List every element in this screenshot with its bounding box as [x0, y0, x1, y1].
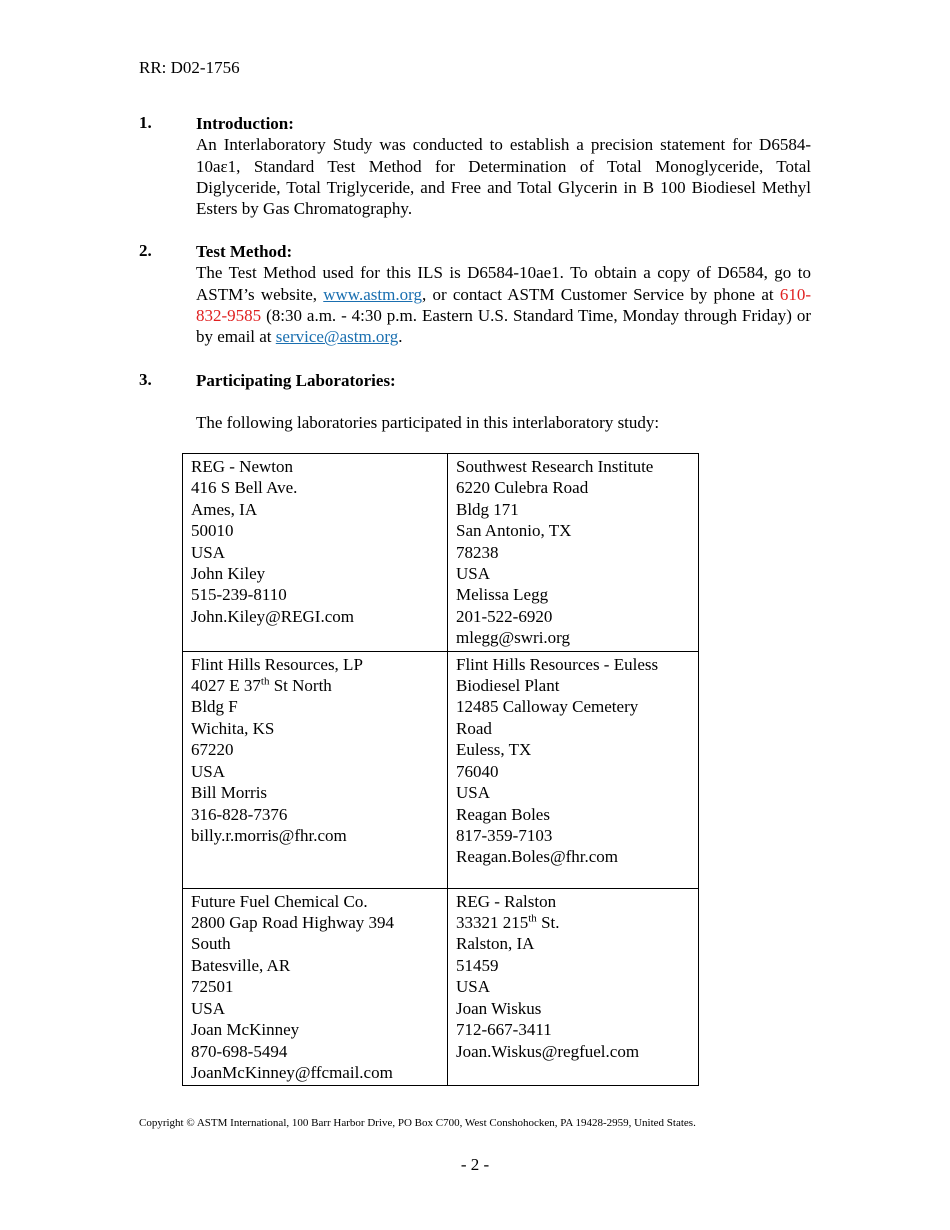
- lab-cell-fhr-euless: [448, 651, 699, 888]
- lab-name-continued: Biodiesel Plant: [456, 676, 560, 696]
- lab-city: Ames, IA: [191, 499, 258, 519]
- lab-address: 2800 Gap Road Highway 394: [191, 913, 395, 933]
- lab-zip: 72501: [191, 977, 234, 997]
- lab-country: USA: [456, 977, 491, 997]
- lab-address: 416 S Bell Ave.: [191, 478, 298, 498]
- lab-cell-reg-ralston: [448, 888, 699, 1086]
- table-row: [183, 651, 699, 888]
- section-heading: Test Method:: [196, 242, 293, 261]
- lab-zip: 76040: [456, 761, 499, 781]
- lab-cell-reg-newton: [183, 454, 448, 652]
- lab-contact: Melissa Legg: [456, 585, 549, 605]
- lab-phone: 201-522-6920: [456, 606, 553, 626]
- lab-contact: Bill Morris: [191, 783, 268, 803]
- lab-name: Future Fuel Chemical Co.: [191, 891, 368, 911]
- lab-zip: 50010: [191, 521, 234, 541]
- lab-phone: 817-359-7103: [456, 825, 553, 845]
- section-number: 1.: [139, 113, 152, 132]
- table-row: [183, 454, 699, 652]
- test-method-paragraph: [196, 262, 811, 347]
- laboratories-intro: The following laboratories participated in this interlaboratory study:: [196, 413, 660, 433]
- table-row: [183, 888, 699, 1086]
- lab-zip: 78238: [456, 542, 499, 562]
- section-heading: Introduction:: [196, 114, 294, 133]
- lab-phone: 515-239-8110: [191, 585, 287, 605]
- lab-city: Batesville, AR: [191, 955, 291, 975]
- lab-city: Euless, TX: [456, 740, 532, 760]
- lab-zip: 51459: [456, 955, 499, 975]
- laboratories-table: [182, 453, 699, 1086]
- lab-cell-future-fuel: [183, 888, 448, 1086]
- section-number: 3.: [139, 370, 152, 389]
- lab-contact: John Kiley: [191, 564, 266, 584]
- lab-contact: Reagan Boles: [456, 804, 550, 824]
- report-reference: RR: D02-1756: [139, 58, 240, 77]
- lab-name: Southwest Research Institute: [456, 457, 654, 476]
- section-heading: Participating Laboratories:: [196, 371, 396, 390]
- lab-name: Flint Hills Resources, LP: [191, 654, 363, 674]
- email-link[interactable]: service@astm.org: [275, 327, 399, 347]
- lab-phone: 316-828-7376: [191, 804, 288, 824]
- lab-address: 12485 Calloway Cemetery: [456, 697, 639, 717]
- lab-country: USA: [191, 998, 226, 1018]
- lab-email: mlegg@swri.org: [456, 628, 571, 648]
- lab-contact: Joan Wiskus: [456, 998, 542, 1018]
- lab-contact: Joan McKinney: [191, 1020, 300, 1040]
- test-method-text: The Test Method used for this ILS is D6584-10ae1. To obtain a copy of D6584, go to ASTM’s website,: [196, 263, 811, 304]
- lab-zip: 67220: [191, 740, 234, 760]
- test-method-text: .: [398, 327, 403, 347]
- section-number: 2.: [139, 241, 152, 260]
- lab-phone: 712-667-3411: [456, 1020, 552, 1040]
- lab-name: Flint Hills Resources - Euless: [456, 654, 659, 674]
- lab-phone: 870-698-5494: [191, 1041, 288, 1061]
- lab-country: USA: [191, 761, 226, 781]
- lab-city: Ralston, IA: [456, 934, 535, 954]
- lab-cell-swri: [448, 454, 699, 652]
- lab-email: billy.r.morris@fhr.com: [191, 825, 347, 845]
- lab-country: USA: [191, 542, 226, 562]
- lab-name: REG - Newton: [191, 457, 293, 476]
- copyright-notice: Copyright © ASTM International, 100 Barr Harbor Drive, PO Box C700, West Conshohocken, PA 19428-2959, United States.: [139, 1117, 696, 1129]
- test-method-text: , or contact ASTM Customer Service by phone at: [421, 284, 780, 304]
- phone-number: 610-832-9585: [196, 284, 812, 325]
- lab-email: JoanMcKinney@ffcmail.com: [191, 1062, 393, 1082]
- lab-address: 4027 E 37th St North: [191, 675, 332, 696]
- lab-email: Reagan.Boles@fhr.com: [456, 847, 619, 867]
- lab-building: Bldg F: [191, 697, 238, 717]
- lab-address: 6220 Culebra Road: [456, 478, 589, 498]
- lab-building: Bldg 171: [456, 499, 519, 519]
- lab-address-continued: South: [191, 934, 231, 954]
- lab-email: Joan.Wiskus@regfuel.com: [456, 1041, 640, 1061]
- introduction-paragraph: An Interlaboratory Study was conducted to establish a precision statement for D6584-10aε1, Standard Test Method for Determination of Total Monoglyceride, Total Diglyceride, Total Triglyceride, and Free and Total Glycerin in B 100 Biodiesel Methyl Esters by Gas Chromatography.: [196, 135, 811, 219]
- lab-cell-fhr-lp: [183, 651, 448, 888]
- lab-country: USA: [456, 783, 491, 803]
- test-method-text: (8:30 a.m. - 4:30 p.m. Eastern U.S. Standard Time, Monday through Friday) or by email at: [196, 305, 811, 347]
- page-number: - 2 -: [460, 1155, 490, 1174]
- website-link[interactable]: www.astm.org: [323, 284, 422, 304]
- lab-email: John.Kiley@REGI.com: [191, 606, 354, 626]
- lab-city: Wichita, KS: [191, 718, 275, 738]
- lab-address-continued: Road: [456, 718, 492, 738]
- lab-address: 33321 215th St.: [456, 912, 560, 933]
- lab-city: San Antonio, TX: [456, 521, 572, 541]
- lab-country: USA: [456, 564, 491, 584]
- lab-name: REG - Ralston: [456, 891, 557, 911]
